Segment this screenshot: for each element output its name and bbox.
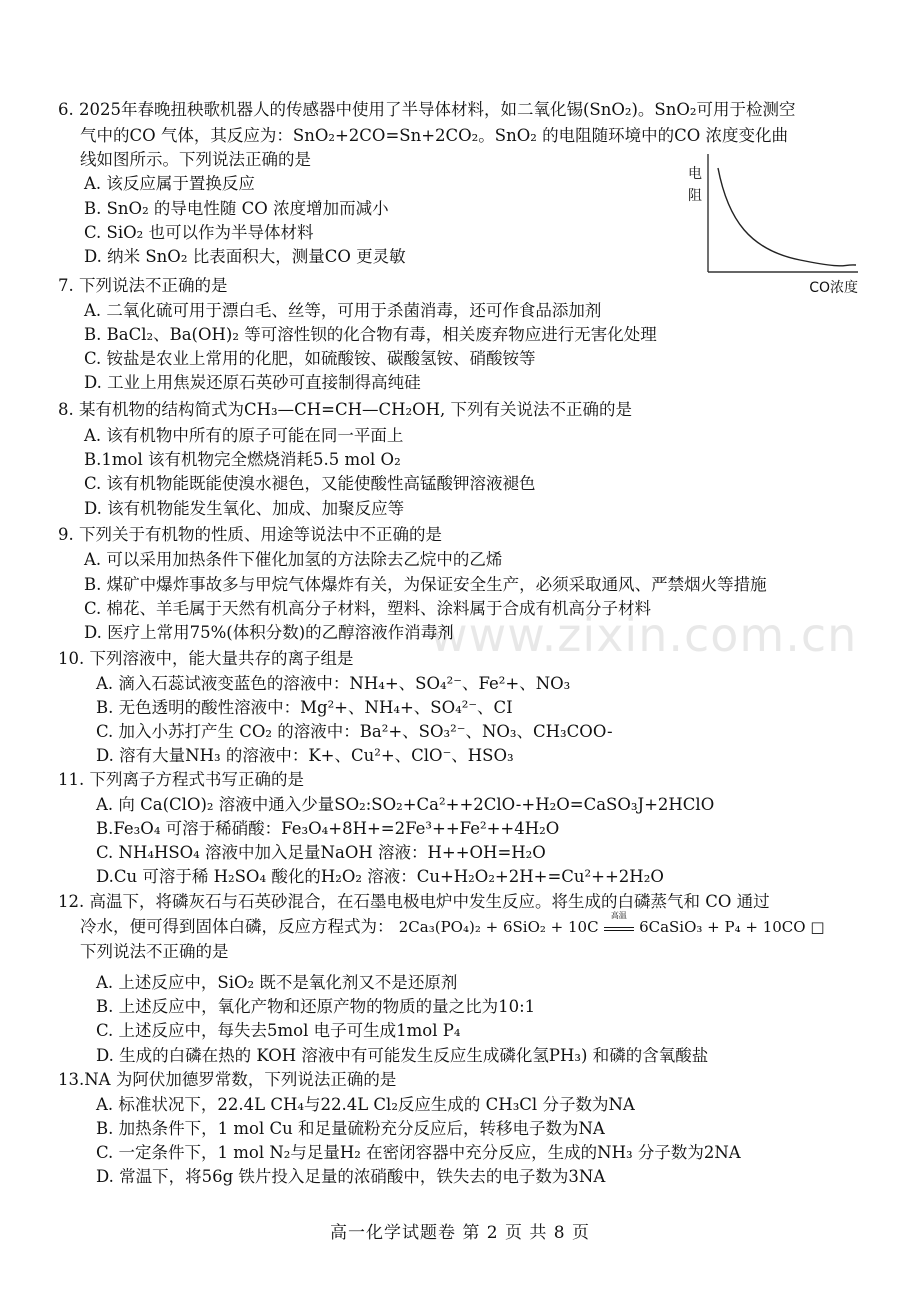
q12-option-b: B. 上述反应中，氧化产物和还原产物的物质的量之比为10:1	[96, 997, 536, 1016]
q7-option-a: A. 二氧化硫可用于漂白毛、丝等，可用于杀菌消毒，还可作食品添加剂	[84, 301, 602, 320]
q6-option-c: C. SiO₂ 也可以作为半导体材料	[84, 223, 314, 242]
q10-option-a: A. 滴入石蕊试液变蓝色的溶液中：NH₄+、SO₄²⁻、Fe²+、NO₃	[96, 674, 571, 693]
q12-option-d: D. 生成的白磷在热的 KOH 溶液中有可能发生反应生成磷化氢PH₃) 和磷的含氧酸盐	[96, 1046, 709, 1065]
q7-option-c: C. 铵盐是农业上常用的化肥，如硫酸铵、碳酸氢铵、硝酸铵等	[84, 349, 536, 368]
q6-option-a: A. 该反应属于置换反应	[84, 174, 255, 193]
q12-equals-sign	[604, 927, 634, 931]
q10-option-d: D. 溶有大量NH₃ 的溶液中：K+、Cu²+、ClO⁻、HSO₃	[96, 746, 514, 765]
q6-stem-line2: 气中的CO 气体，其反应为：SnO₂+2CO=Sn+2CO₂。SnO₂ 的电阻随环境中的CO 浓度变化曲	[80, 126, 789, 145]
q12-equation-condition: 高温	[610, 910, 627, 920]
q9-option-c: C. 棉花、羊毛属于天然有机高分子材料，塑料、涂料属于合成有机高分子材料	[84, 599, 652, 618]
q8-option-d: D. 该有机物能发生氧化、加成、加聚反应等	[84, 499, 405, 518]
graph-xlabel: CO浓度	[809, 280, 858, 296]
q13-option-a: A. 标准状况下，22.4L CH₄与22.4L Cl₂反应生成的 CH₃Cl 分子数为NA	[96, 1095, 635, 1114]
q11-option-b: B.Fe₃O₄ 可溶于稀硝酸：Fe₃O₄+8H+=2Fe³++Fe²++4H₂O	[96, 819, 560, 838]
q12-stem-line1: 12. 高温下，将磷灰石与石英砂混合，在石墨电极电炉中发生反应。将生成的白磷蒸气和 CO 通过	[58, 892, 770, 911]
resistance-curve	[718, 168, 856, 266]
q6-stem-line1: 6. 2025年春晚扭秧歌机器人的传感器中使用了半导体材料，如二氧化锡(SnO₂)。SnO₂可用于检测空	[58, 100, 796, 119]
q9-option-d: D. 医疗上常用75%(体积分数)的乙醇溶液作消毒剂	[84, 623, 454, 642]
q13-option-b: B. 加热条件下，1 mol Cu 和足量硫粉充分反应后，转移电子数为NA	[96, 1119, 605, 1138]
q11-stem: 11. 下列离子方程式书写正确的是	[58, 770, 304, 789]
q8-option-c: C. 该有机物能既能使溴水褪色，又能使酸性高锰酸钾溶液褪色	[84, 474, 536, 493]
q7-stem: 7. 下列说法不正确的是	[58, 276, 228, 295]
q12-equation-arrow	[604, 910, 634, 931]
q13-option-c: C. 一定条件下，1 mol N₂与足量H₂ 在密闭容器中充分反应，生成的NH₃ 分子数为2NA	[96, 1143, 741, 1162]
q10-stem: 10. 下列溶液中，能大量共存的离子组是	[58, 649, 354, 668]
q11-option-d: D.Cu 可溶于稀 H₂SO₄ 酸化的H₂O₂ 溶液：Cu+H₂O₂+2H+=Cu²++2H₂O	[96, 867, 664, 886]
q12-stem-text: 冷水，便可得到固体白磷，反应方程式为：	[80, 917, 394, 936]
q12-option-a: A. 上述反应中，SiO₂ 既不是氧化剂又不是还原剂	[96, 973, 458, 992]
resistance-vs-co-graph	[680, 150, 860, 300]
q12-equation-right: 6CaSiO₃ + P₄ + 10CO □	[639, 918, 825, 936]
q12-stem-line2	[80, 910, 825, 938]
page-footer: 高一化学试题卷 第 2 页 共 8 页	[329, 1223, 591, 1243]
graph-ylabel-2: 阻	[688, 188, 702, 204]
q9-option-b: B. 煤矿中爆炸事故多与甲烷气体爆炸有关，为保证安全生产，必须采取通风、严禁烟火等措施	[84, 575, 767, 594]
q13-stem: 13.NA 为阿伏加德罗常数，下列说法正确的是	[58, 1070, 397, 1089]
q6-option-b: B. SnO₂ 的导电性随 CO 浓度增加而减小	[84, 199, 389, 218]
q12-option-c: C. 上述反应中，每失去5mol 电子可生成1mol P₄	[96, 1021, 461, 1040]
q7-option-d: D. 工业上用焦炭还原石英砂可直接制得高纯硅	[84, 373, 421, 392]
q7-option-b: B. BaCl₂、Ba(OH)₂ 等可溶性钡的化合物有毒，相关废弃物应进行无害化处理	[84, 325, 657, 344]
q8-stem: 8. 某有机物的结构简式为CH₃—CH=CH—CH₂OH, 下列有关说法不正确的是	[58, 400, 633, 419]
q6-option-d: D. 纳米 SnO₂ 比表面积大，测量CO 更灵敏	[84, 247, 406, 266]
q8-option-a: A. 该有机物中所有的原子可能在同一平面上	[84, 426, 404, 445]
q11-option-a: A. 向 Ca(ClO)₂ 溶液中通入少量SO₂:SO₂+Ca²++2ClO-+H₂O=CaSO₃J+2HClO	[96, 795, 715, 814]
q12-equation-left: 2Ca₃(PO₄)₂ + 6SiO₂ + 10C	[398, 918, 599, 936]
q8-option-b: B.1mol 该有机物完全燃烧消耗5.5 mol O₂	[84, 450, 401, 469]
q9-option-a: A. 可以采用加热条件下催化加氢的方法除去乙烷中的乙烯	[84, 550, 503, 569]
q9-stem: 9. 下列关于有机物的性质、用途等说法中不正确的是	[58, 525, 442, 544]
graph-ylabel-1: 电	[688, 166, 702, 182]
q10-option-c: C. 加入小苏打产生 CO₂ 的溶液中：Ba²+、SO₃²⁻、NO₃、CH₃COO-	[96, 722, 613, 741]
q12-stem-line3: 下列说法不正确的是	[80, 942, 229, 961]
q10-option-b: B. 无色透明的酸性溶液中：Mg²+、NH₄+、SO₄²⁻、CI	[96, 698, 513, 717]
q11-option-c: C. NH₄HSO₄ 溶液中加入足量NaOH 溶液：H++OH=H₂O	[96, 843, 546, 862]
q6-stem-line3: 线如图所示。下列说法正确的是	[80, 150, 311, 169]
watermark-text: www.zixin.com.cn	[430, 608, 858, 662]
q13-option-d: D. 常温下，将56g 铁片投入足量的浓硝酸中，铁失去的电子数为3NA	[96, 1167, 606, 1186]
